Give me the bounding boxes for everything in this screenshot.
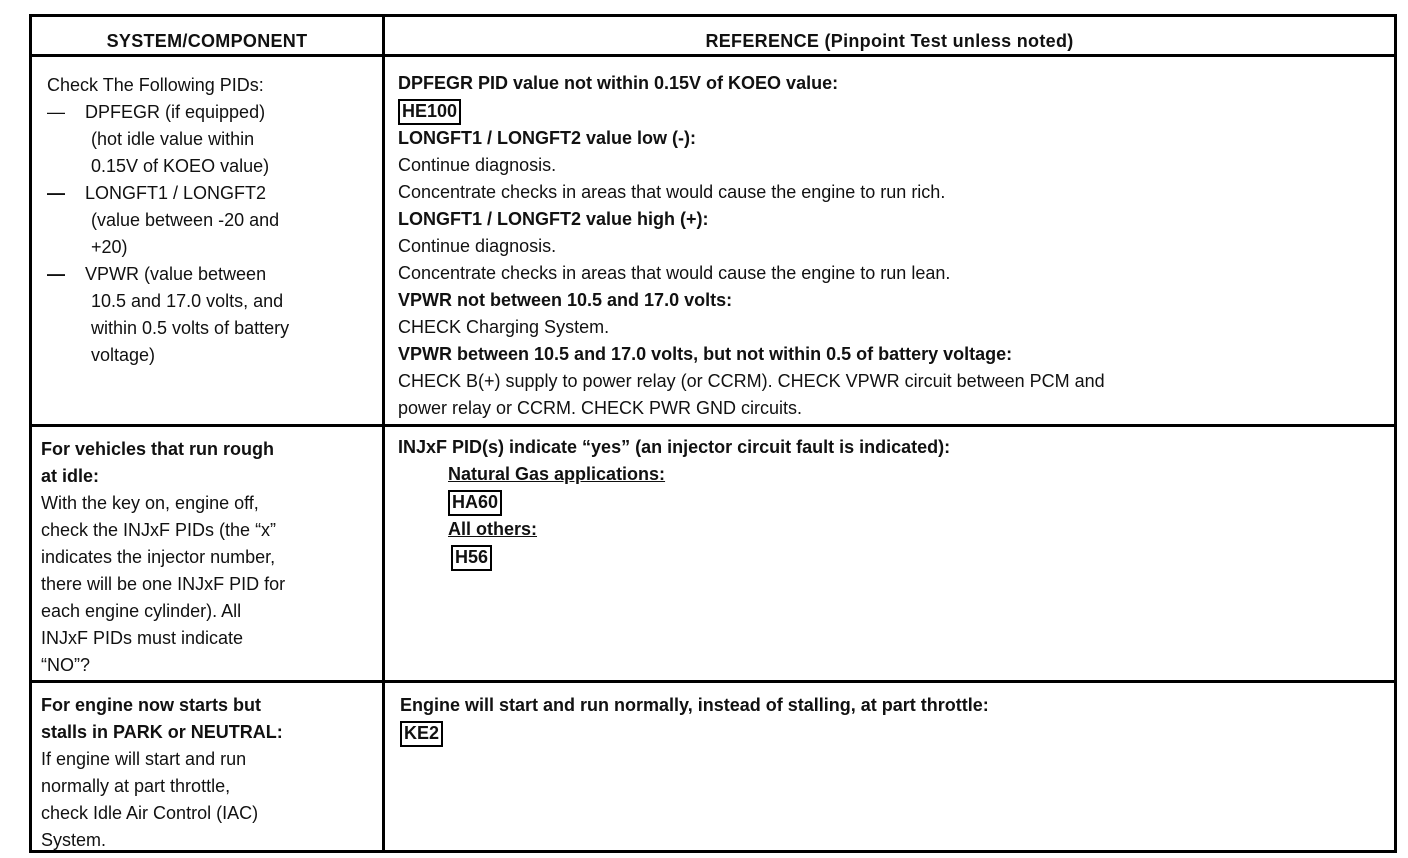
row1-heading-vpwr-range: VPWR not between 10.5 and 17.0 volts: <box>398 290 733 310</box>
row1-heading-vpwr-battery: VPWR between 10.5 and 17.0 volts, but not within 0.5 of battery voltage: <box>398 344 1013 364</box>
row1-text-continue-2: Continue diagnosis. <box>398 236 557 256</box>
row1-intro: Check The Following PIDs: <box>47 75 264 95</box>
row2-text-4: there will be one INJxF PID for <box>41 574 286 594</box>
row1-item-dpfegr-detail-1: (hot idle value within <box>91 129 255 149</box>
row2-reference-cell <box>398 434 950 571</box>
header-system-component: SYSTEM/COMPONENT <box>106 31 308 51</box>
row3-text-1: If engine will start and run <box>41 749 247 769</box>
row1-reference-cell <box>398 70 1105 422</box>
row2-text-3: indicates the injector number, <box>41 547 276 567</box>
row2-title-1: For vehicles that run rough <box>41 439 275 459</box>
row1-heading-dpfegr: DPFEGR PID value not within 0.15V of KOEO value: <box>398 73 839 93</box>
row1-text-charging: CHECK Charging System. <box>398 317 610 337</box>
row3-text-4: System. <box>41 830 107 850</box>
row2-title-2: at idle: <box>41 466 100 486</box>
row1-item-vpwr-detail-1: 10.5 and 17.0 volts, and <box>91 291 284 311</box>
row2-heading-all-others: All others: <box>448 519 538 539</box>
row1-heading-longft-low: LONGFT1 / LONGFT2 value low (-): <box>398 128 697 148</box>
dash-icon: — <box>47 264 65 284</box>
row3-system-cell <box>41 692 283 854</box>
row1-item-vpwr <box>47 261 289 288</box>
row1-item-vpwr-label: VPWR (value between <box>85 264 267 284</box>
row3-reference-cell <box>400 692 989 747</box>
row3-title-2: stalls in PARK or NEUTRAL: <box>41 722 283 742</box>
row1-item-longft-label: LONGFT1 / LONGFT2 <box>85 183 267 203</box>
row1-item-longft-detail-1: (value between -20 and <box>91 210 280 230</box>
row1-item-dpfegr <box>47 99 289 126</box>
row2-system-cell <box>41 436 285 679</box>
row1-item-longft <box>47 180 289 207</box>
row2-text-5: each engine cylinder). All <box>41 601 242 621</box>
row3-text-2: normally at part throttle, <box>41 776 231 796</box>
dash-icon: — <box>47 102 65 122</box>
row1-item-vpwr-detail-2: within 0.5 volts of battery <box>91 318 290 338</box>
row2-text-6: INJxF PIDs must indicate <box>41 628 244 648</box>
row1-item-longft-detail-2: +20) <box>91 237 128 257</box>
row-divider-2 <box>32 680 1394 683</box>
row3-heading-engine: Engine will start and run normally, instead of stalling, at part throttle: <box>400 695 989 715</box>
row3-text-3: check Idle Air Control (IAC) <box>41 803 259 823</box>
pinpoint-ref-ke2[interactable]: KE2 <box>400 721 443 747</box>
row1-text-continue-1: Continue diagnosis. <box>398 155 557 175</box>
pinpoint-ref-ha60[interactable]: HA60 <box>448 490 502 516</box>
row2-heading-injxf: INJxF PID(s) indicate “yes” (an injector circuit fault is indicated): <box>398 437 951 457</box>
header-divider <box>32 54 1394 57</box>
reference-table <box>29 14 1397 853</box>
row1-text-lean: Concentrate checks in areas that would cause the engine to run lean. <box>398 263 951 283</box>
row1-item-dpfegr-detail-2: 0.15V of KOEO value) <box>91 156 270 176</box>
row1-text-supply-1: CHECK B(+) supply to power relay (or CCRM). CHECK VPWR circuit between PCM and <box>398 371 1105 391</box>
pinpoint-ref-h56[interactable]: H56 <box>451 545 492 571</box>
row2-text-1: With the key on, engine off, <box>41 493 259 513</box>
row2-text-2: check the INJxF PIDs (the “x” <box>41 520 277 540</box>
row1-item-vpwr-detail-3: voltage) <box>91 345 156 365</box>
row1-text-rich: Concentrate checks in areas that would cause the engine to run rich. <box>398 182 946 202</box>
row1-text-supply-2: power relay or CCRM. CHECK PWR GND circuits. <box>398 398 803 418</box>
column-divider <box>382 17 385 850</box>
pinpoint-ref-he100[interactable]: HE100 <box>398 99 461 125</box>
header-reference: REFERENCE (Pinpoint Test unless noted) <box>705 31 1074 51</box>
row2-heading-natural-gas: Natural Gas applications: <box>448 464 666 484</box>
row2-text-7: “NO”? <box>41 655 90 675</box>
row1-system-cell <box>47 72 289 369</box>
row1-heading-longft-high: LONGFT1 / LONGFT2 value high (+): <box>398 209 709 229</box>
row1-item-dpfegr-label: DPFEGR (if equipped) <box>85 102 266 122</box>
row-divider-1 <box>32 424 1394 427</box>
dash-icon: — <box>47 183 65 203</box>
row3-title-1: For engine now starts but <box>41 695 262 715</box>
